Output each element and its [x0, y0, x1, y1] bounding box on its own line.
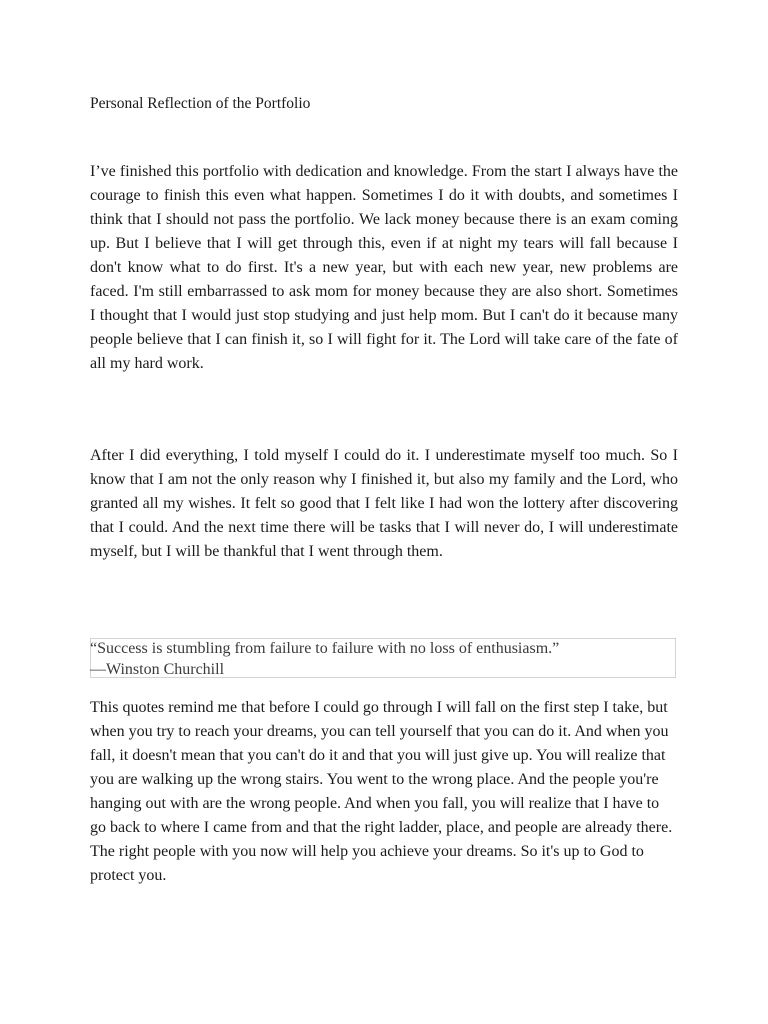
quote-author: —Winston Churchill: [90, 661, 225, 678]
document-title: Personal Reflection of the Portfolio: [90, 95, 311, 112]
reflection-paragraph-2: After I did everything, I told myself I could do it. I underestimate myself too much. So I know that I am not the only reason why I finished it, but also my family and the Lord, who granted all my wishes. It felt so good that I felt like I had won the lottery after discovering that I could. And the next time there will be tasks that I will never do, I will underestimate myself, but I will be thankful that I went through them.: [90, 447, 678, 560]
quote-text: “Success is stumbling from failure to failure with no loss of enthusiasm.”: [90, 640, 560, 657]
closing-paragraph: This quotes remind me that before I could go through I will fall on the first step I take, but when you try to reach your dreams, you can tell yourself that you can do it. And when you fall, it doesn't mean that you can't do it and that you will just give up. You will realize that you are walking up the wrong stairs. You went to the wrong place. And the people you're hanging out with are the wrong people. And when you fall, you will realize that I have to go back to where I came from and that the right ladder, place, and people are already there. The right people with you now will help you achieve your dreams. So it's up to God to protect you.: [90, 699, 673, 884]
reflection-paragraph-1: I’ve finished this portfolio with dedication and knowledge. From the start I always have the courage to finish this even what happen. Sometimes I do it with doubts, and sometimes I think that I should not pass the portfolio. We lack money because there is an exam coming up. But I believe that I will get through this, even if at night my tears will fall because I don't know what to do first. It's a new year, but with each new year, new problems are faced. I'm still embarrassed to ask mom for money because they are also short. Sometimes I thought that I would just stop studying and just help mom. But I can't do it because many people believe that I can finish it, so I will fight for it. The Lord will take care of the fate of all my hard work.: [90, 163, 678, 372]
